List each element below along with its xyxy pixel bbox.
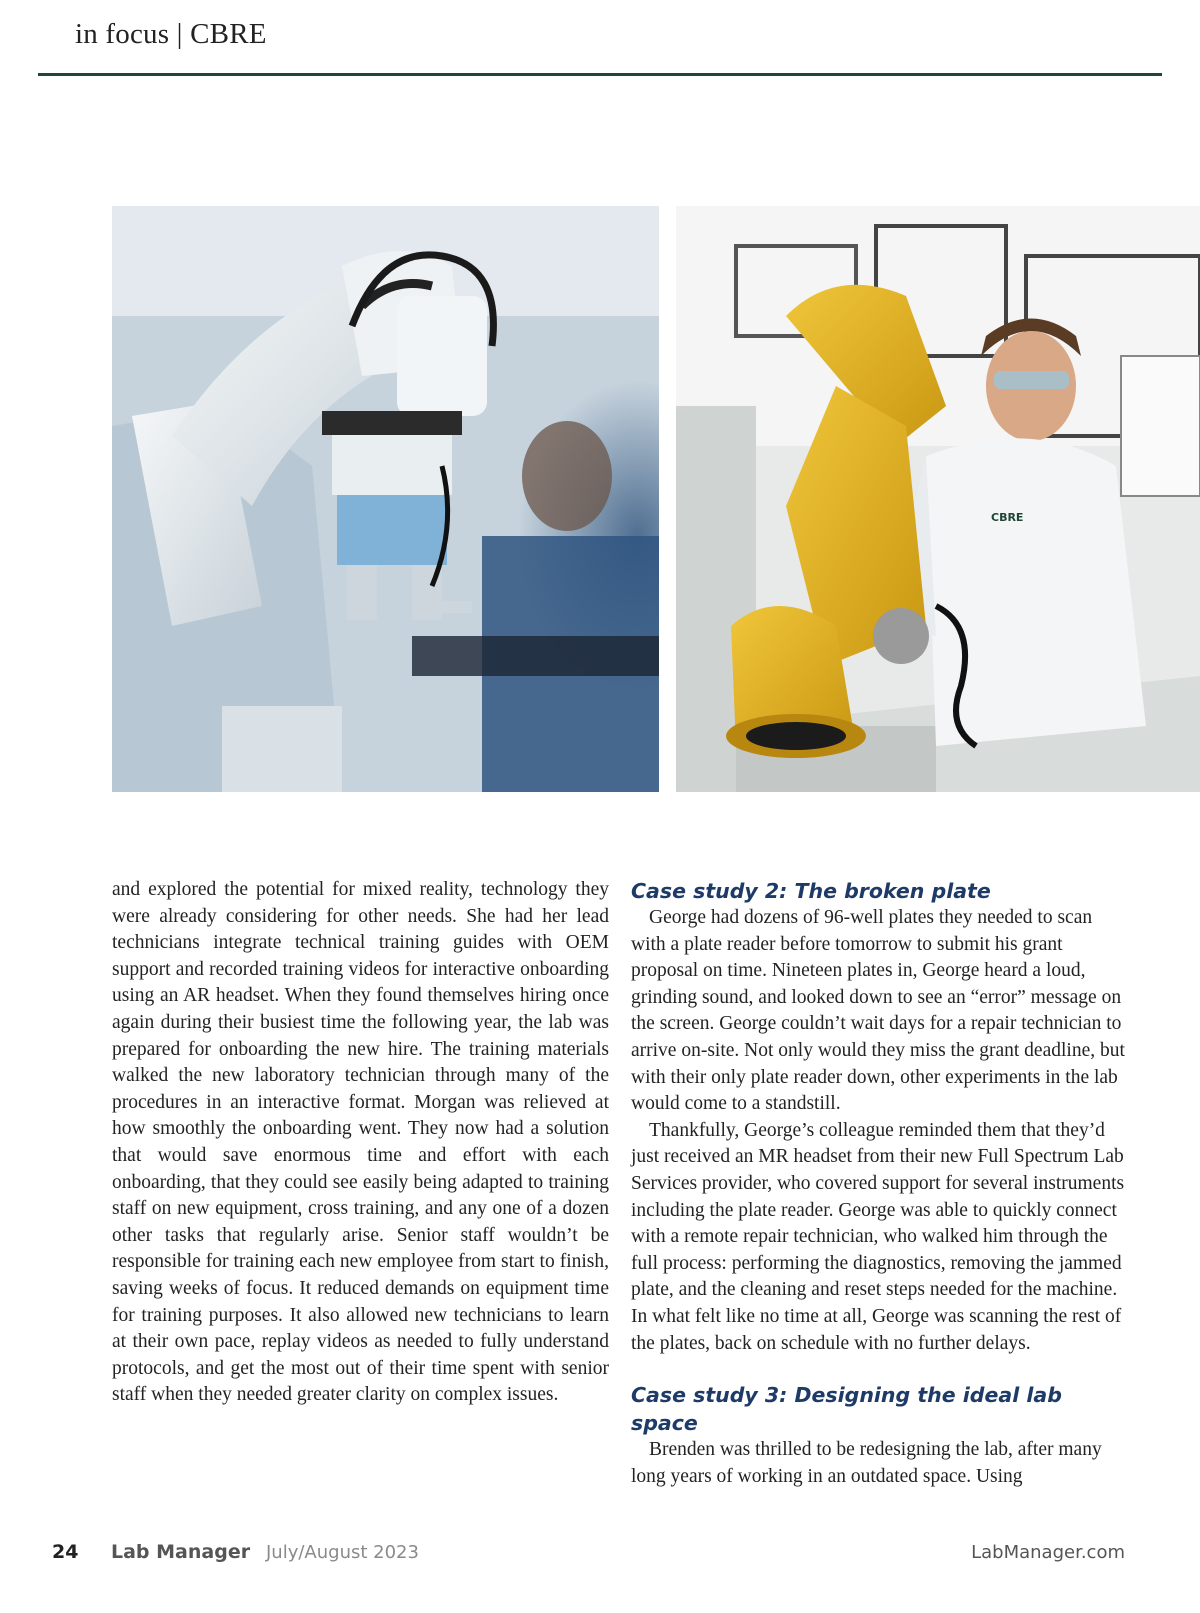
- page-number: 24: [52, 1541, 79, 1563]
- body-paragraph: and explored the potential for mixed reality, technology they were already considering for other needs. She had her lead technicians integrate technical training guides with OEM support and recorded training videos for interactive onboarding using an AR headset. When they found themselves hiring once again during their busiest time the following year, the lab was prepared for onboarding the new hire. The training materials walked the new laboratory technician through many of the procedures in an interactive format. Morgan was relieved at how smoothly the onboarding went. They now had a solution that would save enormous time and effort with each onboarding, that they could see easily being adapted to training staff on new equipment, cross training, and any one of a dozen other tasks that regularly arise. Senior staff wouldn’t be responsible for training each new employee from start to finish, saving weeks of focus. It reduced demands on equipment time for training purposes. It also allowed new technicians to learn at their own pace, replay videos as needed to fully understand protocols, and get the most out of their time spent with senior staff when they needed greater clarity on complex issues.: [112, 879, 609, 1406]
- case-study-2-paragraph-1: George had dozens of 96-well plates they needed to scan with a plate reader before tomorrow to submit his grant proposal on time. Nineteen plates in, George heard a loud, grinding sound, and looked down to see an “error” message on the screen. George couldn’t wait days for a repair technician to arrive on-site. Not only would they miss the grant deadline, but with their only plate reader down, other experiments in the lab would come to a standstill.: [631, 907, 1125, 1115]
- coat-logo: CBRE: [991, 511, 1024, 524]
- technician-robot-photo: [676, 206, 1200, 792]
- website-link[interactable]: LabManager.com: [971, 1542, 1125, 1563]
- case-study-2-heading: Case study 2: The broken plate: [631, 879, 991, 903]
- section-header: in focus | CBRE: [75, 18, 267, 50]
- issue-date: July/August 2023: [266, 1542, 419, 1563]
- case-study-3-heading: Case study 3: Designing the ideal lab space: [631, 1383, 1062, 1436]
- robot-arm-photo: [112, 206, 659, 792]
- case-study-2-paragraph-2: Thankfully, George’s colleague reminded them that they’d just received an MR headset from their new Full Spectrum Lab Services provider, who covered support for several instruments including the plate reader. George was able to quickly connect with a remote repair technician, who walked him through the full process: performing the diagnostics, removing the jammed plate, and the cleaning and reset steps needed for the machine. In what felt like no time at all, George was scanning the rest of the plates, back on schedule with no further delays.: [631, 1119, 1125, 1354]
- left-column: [112, 877, 609, 1409]
- robot-arm-illustration: [112, 206, 659, 792]
- magazine-name: Lab Manager: [111, 1541, 251, 1563]
- yellow-robot-illustration: [676, 206, 1200, 792]
- case-study-3-paragraph: Brenden was thrilled to be redesigning the lab, after many long years of working in an outdated space. Using: [631, 1439, 1102, 1487]
- header-divider: [38, 73, 1162, 76]
- right-column: [631, 877, 1126, 1490]
